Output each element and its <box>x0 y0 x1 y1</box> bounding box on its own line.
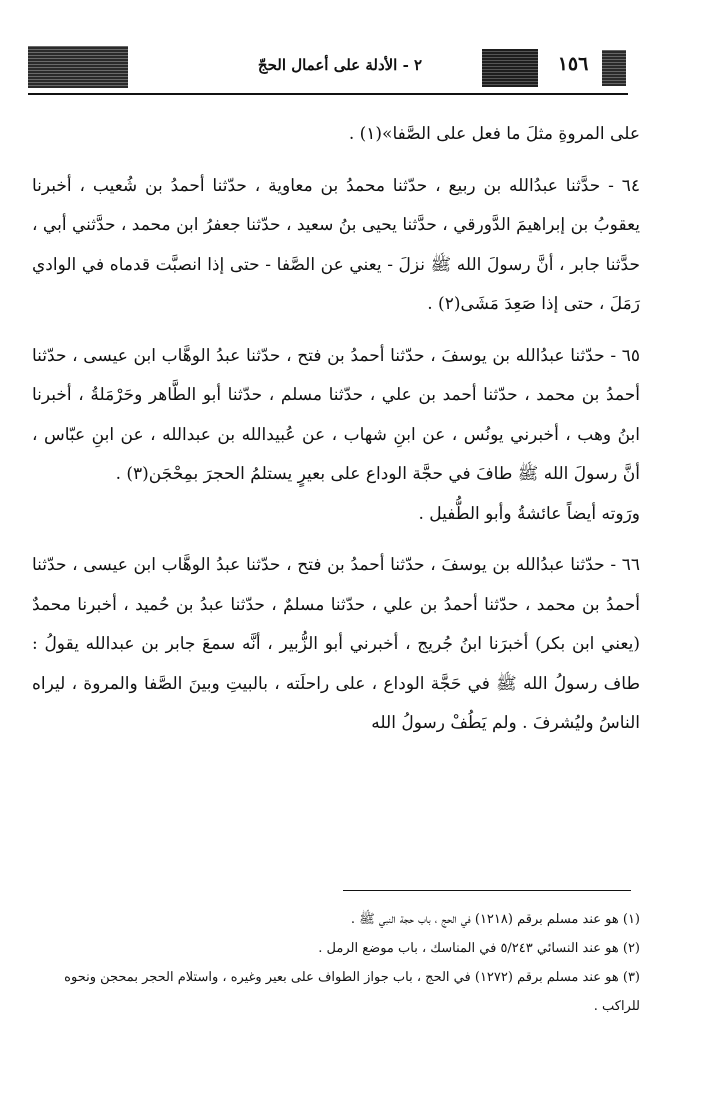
footnotes <box>32 905 640 1021</box>
header-decorative-bar <box>28 46 128 88</box>
footnote-separator <box>343 890 631 891</box>
paragraph-continuation: على المروةِ مثلَ ما فعل على الصَّفا»(١) . <box>348 124 640 144</box>
page-header <box>0 0 703 100</box>
chapter-title: ٢ - الأدلة على أعمال الحجّ <box>257 56 423 74</box>
hadith-66: ٦٦ - حدّثنا عبدُالله بن يوسفَ ، حدّثنا أحمدُ بن فتح ، حدّثنا عبدُ الوهَّاب ابن عيسى ، حدّثنا أحمدُ بن محمد ، حدّثنا أحمدُ بن علي ، حدّثنا مسلمٌ ، حدّثنا عبدُ بن حُميد ، أخبرنا محمدٌ (يعني ابن بكر) أخبرَنا ابنُ جُريج ، أخبرني أبو الزُّبير ، أنَّه سمعَ جابر بن عبدالله يقولُ : طاف رسولُ الله ﷺ في حَجَّة الوداع ، على راحلَته ، بالبيتِ وبينَ الصَّفا والمروة ، ليراه الناسُ وليُشرفَ . ولم يَطُفْ رسولُ الله <box>32 555 640 733</box>
hadith-64: ٦٤ - حدَّثنا عبدُالله بن ربيع ، حدّثنا محمدُ بن معاوية ، حدّثنا أحمدُ بن شُعيب ، أخبرنا يعقوبُ بن إبراهيمَ الدَّورقي ، حدَّثنا يحيى بنُ سعيد ، حدّثنا جعفرُ ابن محمد ، حدَّثني أبي ، حدَّثنا جابر ، أنَّ رسولَ الله ﷺ نزلَ - يعني عن الصَّفا - حتى إذا انصبَّت قدماه في الوادي رَمَلَ ، حتى إذا صَعِدَ مَشَى(٢) . <box>32 175 640 314</box>
footnote-2: (٢) هو عند النسائي ٥/٢٤٣ في المناسك ، باب موضع الرمل . <box>318 941 640 956</box>
header-rule <box>28 93 628 95</box>
header-decorative-block <box>482 49 538 87</box>
footnote-1: (١) هو عند مسلم برقم (١٢١٨) في الحج ، باب حجة النبي ﷺ . <box>350 912 640 927</box>
narration-note: ورَوته أيضاً عائشةُ وأبو الطُّفيل . <box>418 503 640 524</box>
header-edge-block <box>602 50 626 86</box>
main-text <box>32 115 640 744</box>
hadith-65: ٦٥ - حدّثنا عبدُالله بن يوسفَ ، حدّثنا أحمدُ بن فتح ، حدّثنا عبدُ الوهَّاب ابن عيسى ، حدّثنا أحمدُ بن محمد ، حدّثنا أحمد بن علي ، حدّثنا مسلم ، حدّثنا أبو الطَّاهر وحَرْمَلةُ ، أخبرنا ابنُ وهب ، أخبرني يونُس ، عن ابنِ شهاب ، عن عُبيدالله بن عبدالله ، عن ابنِ عبّاس ، أنَّ رسولَ الله ﷺ طافَ في حجَّة الوداع على بعيرٍ يستلمُ الحجرَ بمِحْجَن(٣) . <box>32 345 640 484</box>
page-number: ١٥٦ <box>557 53 589 75</box>
footnote-3: (٣) هو عند مسلم برقم (١٢٧٢) في الحج ، باب جواز الطواف على بعير وغيره ، واستلام الحجر بمحجن ونحوه للراكب . <box>64 970 640 1014</box>
